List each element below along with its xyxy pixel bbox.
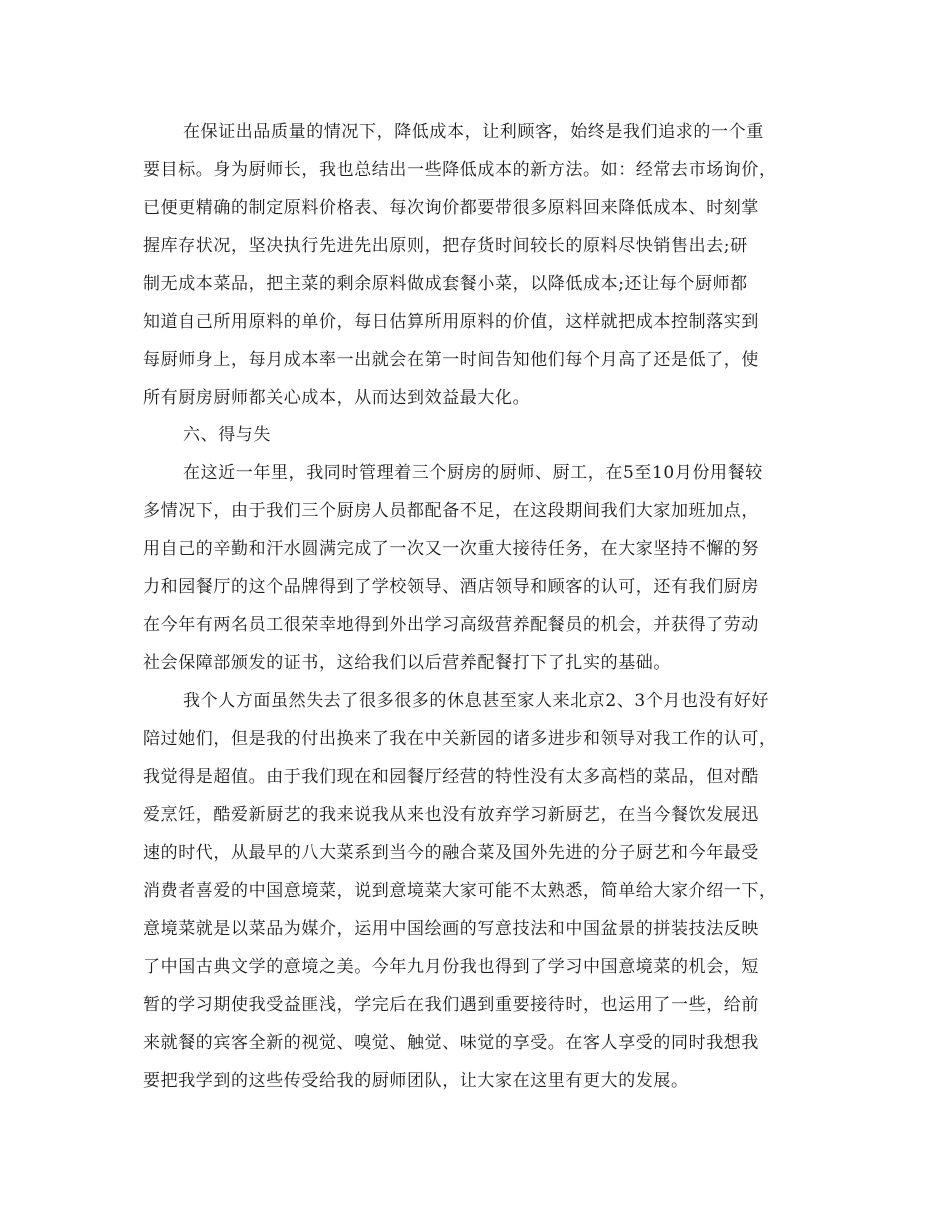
paragraph-line: 我觉得是超值。由于我们现在和园餐厅经营的特性没有太多高档的菜品，但对酷 (143, 767, 759, 787)
paragraph-line: 知道自己所用原料的单价，每日估算所用原料的价值，这样就把成本控制落实到 (143, 312, 759, 332)
paragraph-line: 力和园餐厅的这个品牌得到了学校领导、酒店领导和顾客的认可，还有我们厨房 (143, 577, 759, 597)
paragraph-line: 用自己的辛勤和汗水圆满完成了一次又一次重大接待任务，在大家坚持不懈的努 (143, 539, 759, 559)
paragraph-line: 已便更精确的制定原料价格表、每次询价都要带很多原料回来降低成本、时刻掌 (143, 198, 759, 218)
paragraph-line: 我个人方面虽然失去了很多很多的休息甚至家人来北京2、3个月也没有好好 (183, 691, 770, 711)
paragraph-line: 每厨师身上，每月成本率一出就会在第一时间告知他们每个月高了还是低了，使 (143, 350, 759, 370)
paragraph-line: 社会保障部颁发的证书，这给我们以后营养配餐打下了扎实的基础。 (143, 653, 671, 673)
paragraph-line: 要把我学到的这些传受给我的厨师团队，让大家在这里有更大的发展。 (143, 1071, 689, 1091)
paragraph-line: 速的时代，从最早的八大菜系到当今的融合菜及国外先进的分子厨艺和今年最受 (143, 843, 759, 863)
paragraph-line: 爱烹饪，酷爱新厨艺的我来说我从来也没有放弃学习新厨艺，在当今餐饮发展迅 (143, 805, 759, 825)
paragraph-line: 暂的学习期使我受益匪浅，学完后在我们遇到重要接待时，也运用了一些，给前 (143, 995, 759, 1015)
paragraph-line: 在保证出品质量的情况下，降低成本，让利顾客，始终是我们追求的一个重 (183, 122, 764, 142)
section-heading: 六、得与失 (183, 425, 271, 445)
paragraph-line: 制无成本菜品，把主菜的剩余原料做成套餐小菜，以降低成本;还让每个厨师都 (143, 274, 748, 294)
paragraph-line: 意境菜就是以菜品为媒介，运用中国绘画的写意技法和中国盆景的拼装技法反映 (143, 919, 759, 939)
paragraph-line: 要目标。身为厨师长，我也总结出一些降低成本的新方法。如：经常去市场询价， (143, 160, 777, 180)
paragraph-line: 所有厨房厨师都关心成本，从而达到效益最大化。 (143, 388, 531, 408)
paragraph-line: 多情况下，由于我们三个厨房人员都配备不足，在这段期间我们大家加班加点， (143, 501, 759, 521)
paragraph-line: 来就餐的宾客全新的视觉、嗅觉、触觉、味觉的享受。在客人享受的同时我想我 (143, 1033, 759, 1053)
paragraph-line: 消费者喜爱的中国意境菜，说到意境菜大家可能不太熟悉，简单给大家介绍一下， (143, 881, 777, 901)
paragraph-line: 了中国古典文学的意境之美。今年九月份我也得到了学习中国意境菜的机会，短 (143, 957, 759, 977)
paragraph-line: 陪过她们，但是我的付出换来了我在中关新园的诸多进步和领导对我工作的认可， (143, 729, 777, 749)
paragraph-line: 在今年有两名员工很荣幸地得到外出学习高级营养配餐员的机会，并获得了劳动 (143, 615, 759, 635)
paragraph-line: 握库存状况，坚决执行先进先出原则，把存货时间较长的原料尽快销售出去;研 (143, 236, 748, 256)
paragraph-line: 在这近一年里，我同时管理着三个厨房的厨师、厨工，在5至10月份用餐较 (183, 463, 763, 483)
